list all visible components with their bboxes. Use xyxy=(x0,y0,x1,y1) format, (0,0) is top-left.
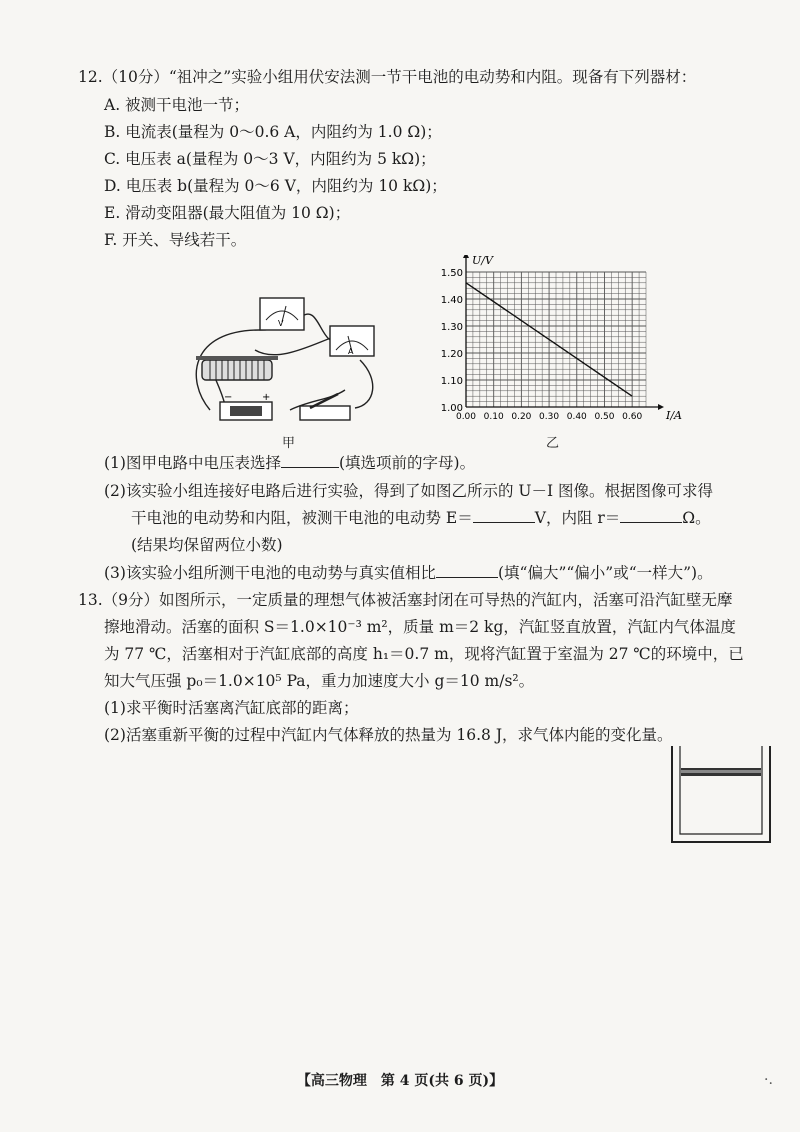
chart-x-tick-label: 0.10 xyxy=(483,412,504,422)
chart-y-tick-label: 1.00 xyxy=(440,403,463,414)
chart-x-arrow xyxy=(658,404,664,410)
q13-line4: 知大气压强 p₀＝1.0×10⁵ Pa，重力加速度大小 g＝10 m/s²。 xyxy=(104,672,535,690)
q12-sub2-unit: Ω。 xyxy=(682,509,711,527)
chart-y-tick-label: 1.30 xyxy=(440,322,463,333)
chart-x-tick-label: 0.60 xyxy=(622,412,643,422)
page-footer: 【高三物理 第 4 页(共 6 页)】 xyxy=(296,1073,504,1089)
fig-yi-caption: 乙 xyxy=(546,436,560,451)
chart-xlabel: I/A xyxy=(666,409,682,422)
chart-x-tick-label: 0.30 xyxy=(539,412,560,422)
q12-item-c: C. 电压表 a(量程为 0～3 V，内阻约为 5 kΩ)； xyxy=(104,150,436,168)
q12-item-f: F. 开关、导线若干。 xyxy=(104,231,247,249)
q12-sub1 xyxy=(104,452,475,474)
footer-dots: ·. xyxy=(764,1072,773,1088)
q12-item-b: B. 电流表(量程为 0～0.6 A，内阻约为 1.0 Ω)； xyxy=(104,123,442,141)
q12-item-e: E. 滑动变阻器(最大阻值为 10 Ω)； xyxy=(104,204,351,222)
chart-y-tick-label: 1.10 xyxy=(440,376,463,387)
chart-x-tick-label: 0.40 xyxy=(566,412,587,422)
q13-line1: 13.（9分）如图所示，一定质量的理想气体被活塞封闭在可导热的汽缸内，活塞可沿汽缸壁无摩 xyxy=(78,591,733,609)
svg-text:A: A xyxy=(348,347,354,356)
chart-x-tick-label: 0.00 xyxy=(455,412,477,422)
q13-line2: 擦地滑动。活塞的面积 S＝1.0×10⁻³ m²，质量 m＝2 kg，汽缸竖直放置，汽缸内气体温度 xyxy=(104,618,736,636)
q13-sub1: (1)求平衡时活塞离汽缸底部的距离； xyxy=(104,699,359,717)
q12-sub3 xyxy=(104,562,713,584)
q13-sub2: (2)活塞重新平衡的过程中汽缸内气体释放的热量为 16.8 J，求气体内能的变化量。 xyxy=(104,726,673,744)
chart-x-tick-label: 0.20 xyxy=(511,412,532,422)
answer-blank-1[interactable] xyxy=(281,452,339,468)
q12-header: 12.（10分）“祖冲之”实验小组用伏安法测一节干电池的电动势和内阻。现备有下列器材： xyxy=(78,68,697,86)
chart-y-arrow xyxy=(463,255,469,258)
circuit-figure-jia xyxy=(180,290,400,430)
q12-sub2-line3: (结果均保留两位小数) xyxy=(131,536,283,554)
q13-line3: 为 77 ℃，活塞相对于汽缸底部的高度 h₁＝0.7 m，现将汽缸置于室温为 27 ℃的环境中，已 xyxy=(104,645,744,663)
rheostat-drawing xyxy=(196,356,278,380)
q12-sub1-text: (1)图甲电路中电压表选择 xyxy=(104,454,281,472)
svg-text:+: + xyxy=(262,392,271,403)
chart-y-tick-label: 1.40 xyxy=(440,295,463,306)
q12-item-d: D. 电压表 b(量程为 0～6 V，内阻约为 10 kΩ)； xyxy=(104,177,447,195)
q12-sub3-suffix: (填“偏大”“偏小”或“一样大”)。 xyxy=(497,564,713,582)
svg-text:−: − xyxy=(224,392,233,403)
ui-chart xyxy=(430,255,710,445)
q12-sub1-suffix: (填选项前的字母)。 xyxy=(338,454,476,472)
svg-text:V: V xyxy=(278,319,284,328)
answer-blank-emf[interactable] xyxy=(473,507,535,523)
voltmeter-drawing xyxy=(260,298,304,330)
answer-blank-3[interactable] xyxy=(436,562,498,578)
cylinder-figure xyxy=(668,744,774,846)
q12-sub2-line2 xyxy=(131,507,711,529)
chart-y-tick-label: 1.20 xyxy=(440,349,463,360)
answer-blank-r[interactable] xyxy=(620,507,682,523)
q12-sub2-r-label: V，内阻 r＝ xyxy=(534,509,621,527)
chart-y-tick-label: 1.50 xyxy=(440,268,463,279)
fig-jia-caption: 甲 xyxy=(282,436,296,451)
q12-sub2-emf-label: 干电池的电动势和内阻，被测干电池的电动势 E＝ xyxy=(131,509,473,527)
chart-ylabel: U/V xyxy=(472,255,493,267)
battery-drawing xyxy=(220,392,272,420)
chart-x-tick-label: 0.50 xyxy=(594,412,615,422)
q12-sub3-text: (3)该实验小组所测干电池的电动势与真实值相比 xyxy=(104,564,436,582)
q12-sub2-line1: (2)该实验小组连接好电路后进行实验，得到了如图乙所示的 U－I 图像。根据图像可求得 xyxy=(104,482,713,500)
q12-item-a: A. 被测干电池一节； xyxy=(104,96,250,114)
ammeter-drawing xyxy=(330,326,374,356)
